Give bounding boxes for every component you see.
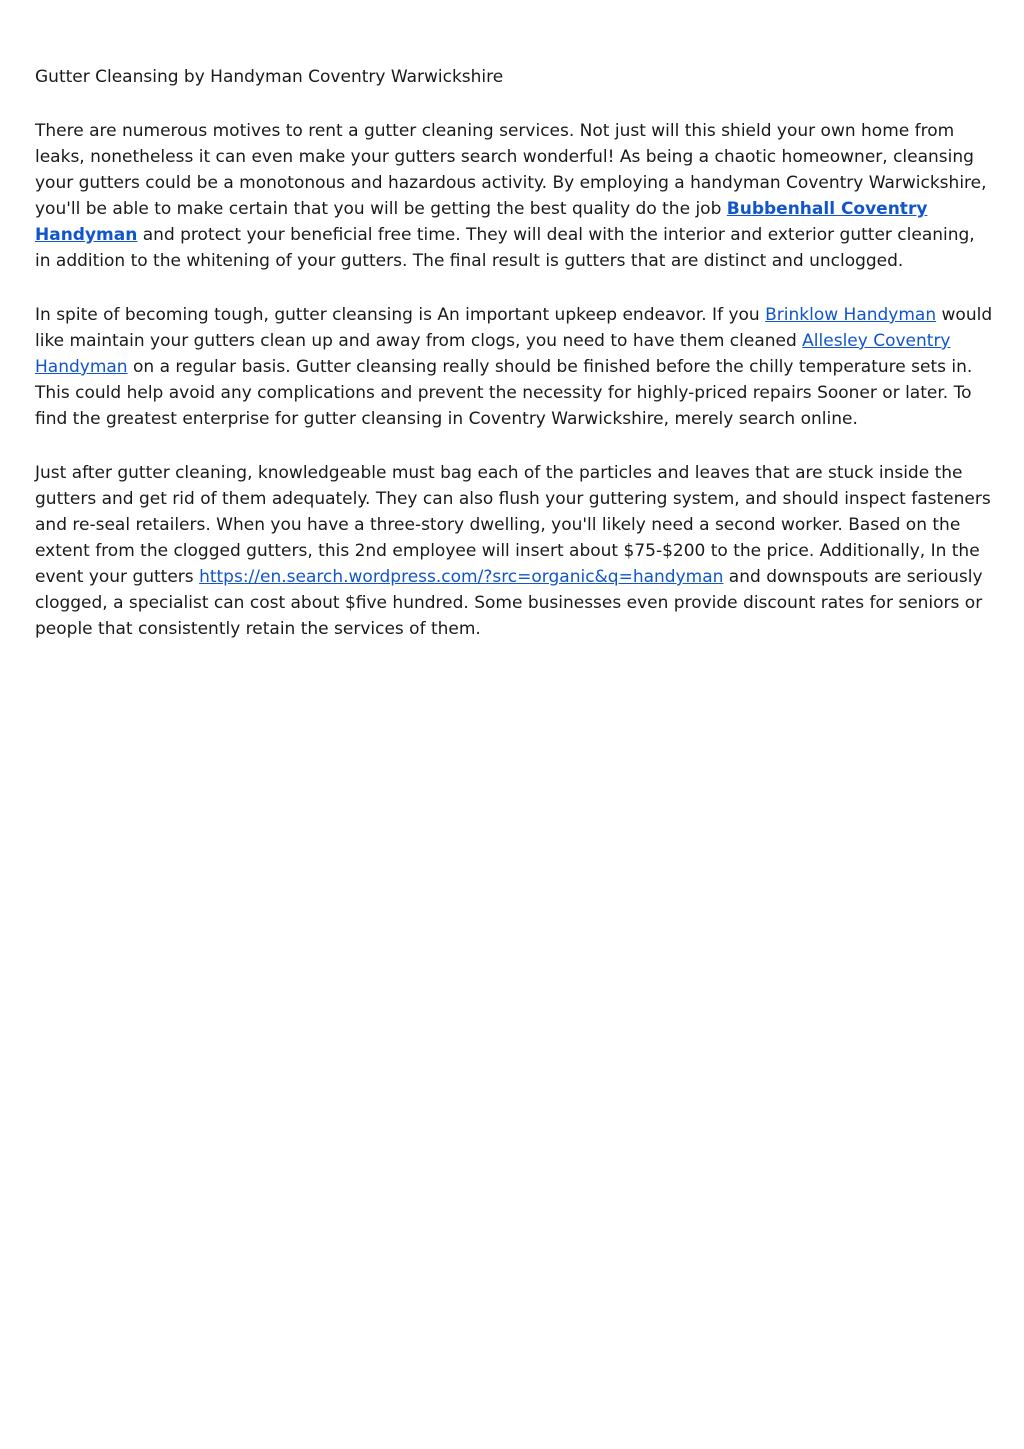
allesley-coventry-handyman-link[interactable]: Allesley Coventry Handyman <box>35 331 951 377</box>
paragraph-2 <box>35 302 995 432</box>
document-page <box>35 64 995 670</box>
paragraph-2-text-1: In spite of becoming tough, gutter cleansing is An important upkeep endeavor. If you <box>35 305 766 325</box>
paragraph-2-text-2: would like maintain your gutters clean up and away from clogs, you need to have them cleaned <box>35 305 993 351</box>
document-title: Gutter Cleansing by Handyman Coventry Warwickshire <box>35 67 504 87</box>
bubbenhall-coventry-handyman-link[interactable]: Bubbenhall Coventry Handyman <box>35 199 928 245</box>
wordpress-search-link[interactable]: https://en.search.wordpress.com/?src=organic&q=handyman <box>199 567 724 587</box>
paragraph-1 <box>35 118 995 274</box>
paragraph-3-text-1: Just after gutter cleaning, knowledgeable must bag each of the particles and leaves that are stuck inside the gutters and get rid of them adequately. They can also flush your guttering system, and should inspect fasteners and re-seal retailers. When you have a three-story dwelling, you'll likely need a second worker. Based on the extent from the clogged gutters, this 2nd employee will insert about $75-$200 to the price. Additionally, In the event your gutters <box>35 463 991 587</box>
paragraph-1-text-2: and protect your beneficial free time. They will deal with the interior and exterior gutter cleaning, in addition to the whitening of your gutters. The final result is gutters that are distinct and unclogged. <box>35 225 975 271</box>
paragraph-1-text-1: There are numerous motives to rent a gutter cleaning services. Not just will this shield your own home from leaks, nonetheless it can even make your gutters search wonderful! As being a chaotic homeowner, cleansing your gutters could be a monotonous and hazardous activity. By employing a handyman Coventry Warwickshire, you'll be able to make certain that you will be getting the best quality do the job <box>35 121 987 219</box>
paragraph-3-text-2: and downspouts are seriously clogged, a specialist can cost about $five hundred. Some businesses even provide discount rates for seniors or people that consistently retain the services of them. <box>35 567 983 639</box>
paragraph-3 <box>35 460 995 642</box>
brinklow-handyman-link[interactable]: Brinklow Handyman <box>765 305 937 325</box>
paragraph-2-text-3: on a regular basis. Gutter cleansing really should be finished before the chilly temperature sets in. This could help avoid any complications and prevent the necessity for highly-priced repairs Sooner or later. To find the greatest enterprise for gutter cleansing in Coventry Warwickshire, merely search online. <box>35 357 973 429</box>
